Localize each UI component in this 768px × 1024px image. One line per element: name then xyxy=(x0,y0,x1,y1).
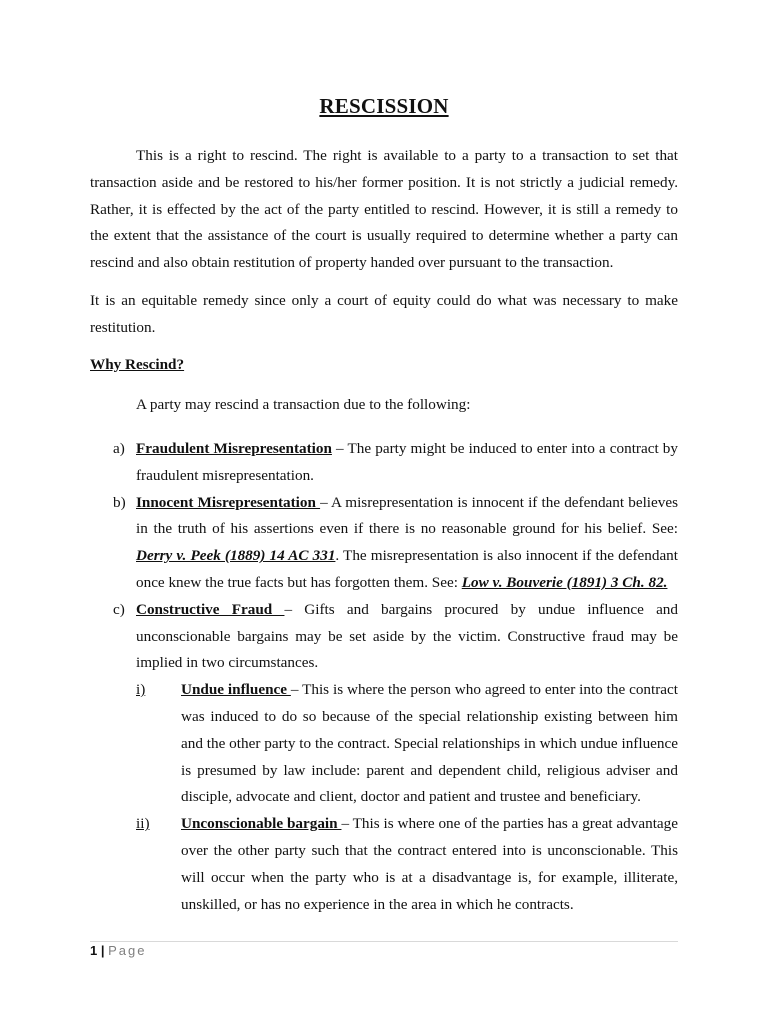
sub-list-text: – This is where one of the parties has a great advantage over the other party such that the contract entered into is unconscionable. This will occur when the party who is at a disadvantage is, for example, illiterate, unskilled, or has no experience in the area in which he contracts. xyxy=(181,815,678,913)
list-text: – A misrepresentation is innocent if the defendant believes in the truth of his assertions even if there is no reasonable ground for his belief. See: xyxy=(136,493,678,538)
case-citation: Derry v. Peek (1889) 14 AC 331 xyxy=(136,547,336,565)
list-item xyxy=(90,436,678,490)
sub-list-term: Undue influence xyxy=(181,681,291,699)
list-marker: a) xyxy=(113,440,125,457)
sub-list-item xyxy=(90,811,678,918)
list-term: Constructive Fraud xyxy=(136,600,285,618)
page-label: Page xyxy=(108,943,147,958)
grounds-list xyxy=(90,436,678,918)
list-marker: c) xyxy=(113,600,125,618)
sub-list-marker: i) xyxy=(136,681,146,699)
equitable-paragraph: It is an equitable remedy since only a court of equity could do what was necessary to make restitution. xyxy=(90,292,678,336)
intro-paragraph: This is a right to rescind. The right is available to a party to a transaction to set that transaction aside and be restored to his/her former position. It is not strictly a judicial remedy. Rather, it is effected by the act of the party entitled to rescind. However, it is still a remedy to the extent that the assistance of the court is usually required to determine whether a party can rescind and also obtain restitution of property handed over pursuant to the transaction. xyxy=(90,147,678,272)
page-title: RESCISSION xyxy=(319,94,449,118)
page-footer xyxy=(90,943,147,958)
list-item xyxy=(90,490,678,597)
list-text: – The party might be induced to enter into a contract by fraudulent misrepresentation. xyxy=(136,440,678,484)
sub-list-item xyxy=(90,677,678,811)
list-intro: A party may rescind a transaction due to the following: xyxy=(136,396,471,413)
list-term: Fraudulent Misrepresentation xyxy=(136,440,332,457)
list-term: Innocent Misrepresentation xyxy=(136,493,321,511)
footer-separator: | xyxy=(100,943,105,958)
case-citation: Low v. Bouverie (1891) 3 Ch. 82. xyxy=(461,573,668,591)
list-text: – Gifts and bargains procured by undue influence and unconscionable bargains may be set aside by the victim. Constructive fraud may be implied in two circumstances. xyxy=(136,600,678,672)
footer-divider xyxy=(90,941,678,942)
list-marker: b) xyxy=(113,493,126,511)
page-number: 1 xyxy=(90,943,98,958)
section-heading: Why Rescind? xyxy=(90,356,185,373)
sub-list-text: – This is where the person who agreed to enter into the contract was induced to do so because of the special relationship existing between him and the other party to the contract. Special relationships in which undue influence is presumed by law include: parent and dependent child, religious adviser and disciple, advocate and client, doctor and patient and trustee and beneficiary. xyxy=(181,681,678,806)
sub-list-marker: ii) xyxy=(136,815,150,833)
sub-list-term: Unconscionable bargain xyxy=(181,815,342,833)
list-item xyxy=(90,597,678,677)
list-text: . The misrepresentation is also innocent if the defendant once knew the true facts but has forgotten them. See: xyxy=(136,547,678,591)
